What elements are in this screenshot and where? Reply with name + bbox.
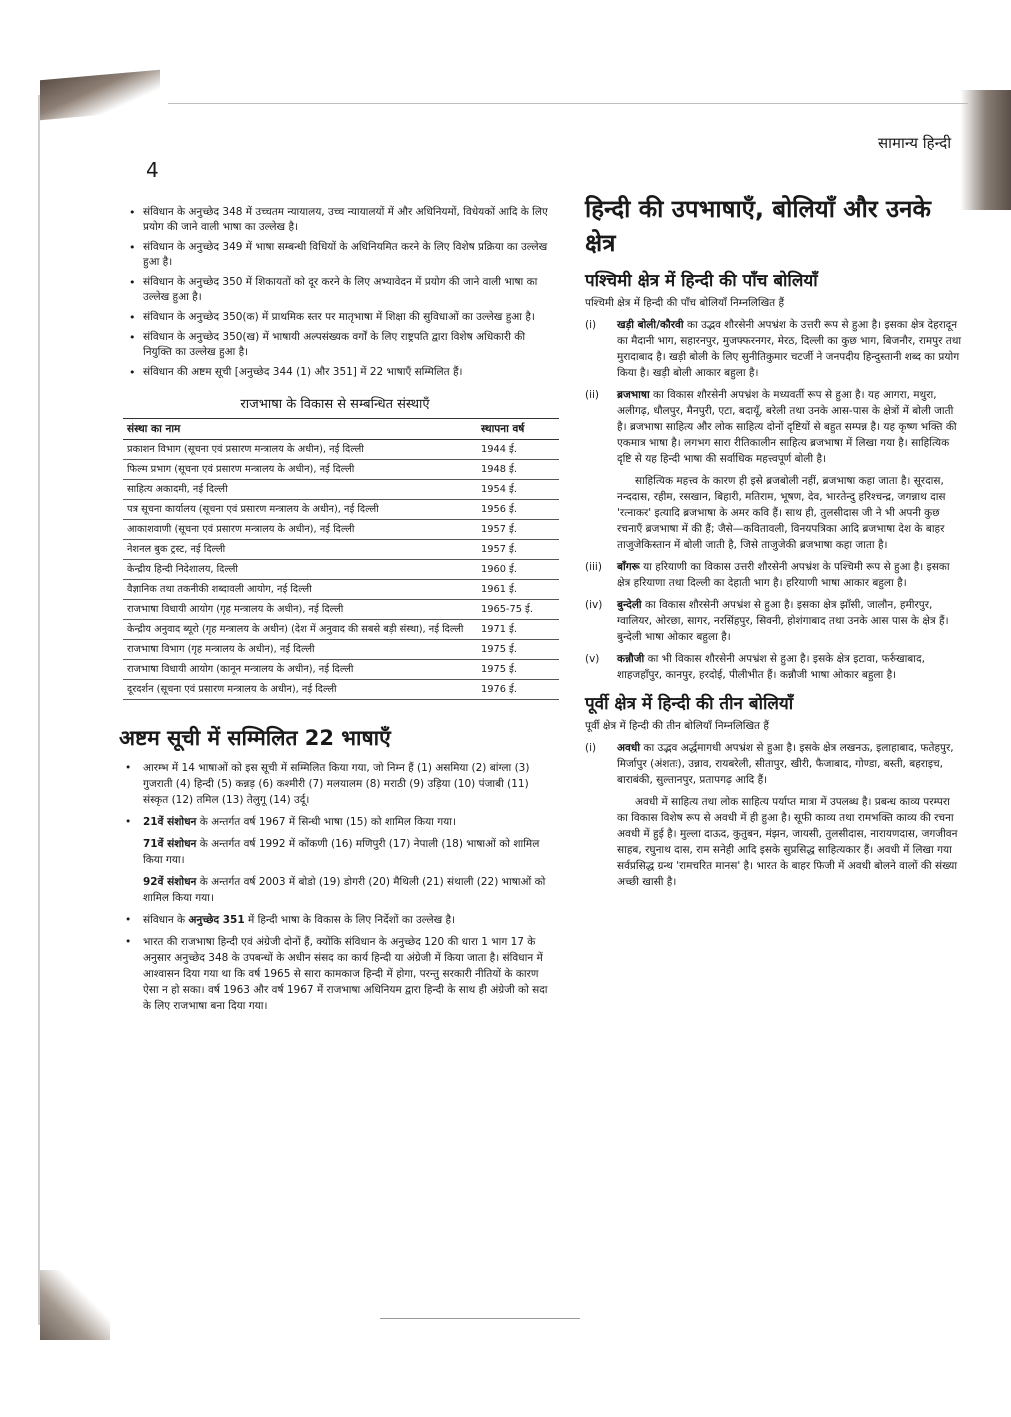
west-item-bangru: (iii) बाँगरू या हरियाणी का विकास उत्तरी शौरसेनी अपभ्रंश के पश्चिमी रूप से हुआ है। इसका क्षेत्र हरियाणा तथा दिल्ली का देहाती भाग है। हरियाणी भाषा आकार बहुला है। xyxy=(585,561,950,589)
table-row xyxy=(123,620,559,640)
table-row xyxy=(123,560,559,580)
page-edge xyxy=(38,95,40,1325)
institution-name: पत्र सूचना कार्यालय (सूचना एवं प्रसारण मन्त्रालय के अधीन), नई दिल्ली xyxy=(123,500,477,520)
list-item: • संविधान की अष्टम सूची [अनुच्छेद 344 (1) और 351] में 22 भाषाएँ सम्मिलित हैं। xyxy=(129,366,463,379)
list-item: • संविधान के अनुच्छेद 350(ख) में भाषायी अल्पसंख्यक वर्गों के लिए राष्ट्रपति द्वारा विशेष अधिकारी की नियुक्ति का उल्लेख हुआ है। xyxy=(129,331,526,358)
footer-rule xyxy=(380,1318,580,1319)
institution-name: साहित्य अकादमी, नई दिल्ली xyxy=(123,480,477,500)
section-title-22-languages: अष्टम सूची में सम्मिलित 22 भाषाएँ xyxy=(119,726,391,750)
institution-name: राजभाषा विभाग (गृह मन्त्रालय के अधीन), नई दिल्ली xyxy=(123,640,477,660)
brajbhasha-continuation: साहित्यिक महत्त्व के कारण ही इसे ब्रजबोली नहीं, ब्रजभाषा कहा जाता है। सूरदास, नन्ददास, रहीम, रसखान, बिहारी, मतिराम, भूषण, देव, भारतेन्दु हरिश्चन्द्र, जगन्नाथ दास 'रत्नाकर' इत्यादि ब्रजभाषा के अमर कवि हैं। साथ ही, तुलसीदास जी ने भी अपनी कुछ रचनाएँ ब्रजभाषा में की हैं; जैसे—कवितावली, विनयपत्रिका आदि ब्रजभाषा देश के बाहर ताजुजेकिस्तान में बोली जाती है, जिसे ताजुजेकी ब्रजभाषा कहा जाता है। xyxy=(617,475,946,551)
table-body xyxy=(123,440,559,700)
table-header-name: संस्था का नाम xyxy=(123,419,477,440)
established-year: 1954 ई. xyxy=(477,480,559,500)
scan-shadow-bottom-left xyxy=(40,1270,110,1340)
institution-name: फिल्म प्रभाग (सूचना एवं प्रसारण मन्त्रालय के अधीन), नई दिल्ली xyxy=(123,460,477,480)
west-item-khari-boli: (i) खड़ी बोली/कौरवी का उद्भव शौरसेनी अपभ्रंश के उत्तरी रूप से हुआ है। इसका क्षेत्र देहरादून का मैदानी भाग, सहारनपुर, मुजफ्फरनगर, मेरठ, दिल्ली का कुछ भाग, बिजनौर, रामपुर तथा मुरादाबाद है। खड़ी बोली के लिए सुनीतिकुमार चटर्जी ने जनपदीय हिन्दुस्तानी शब्द का प्रयोग किया है। खड़ी बोली आकार बहुला है। xyxy=(585,319,962,379)
table-row xyxy=(123,580,559,600)
established-year: 1957 ई. xyxy=(477,520,559,540)
table-row xyxy=(123,660,559,680)
list-item: • संविधान के अनुच्छेद 348 में उच्चतम न्यायालय, उच्च न्यायालयों में और अधिनियमों, विधेयकों आदि के लिए प्रयोग की जाने वाली भाषा का उल्लेख है। xyxy=(129,206,548,233)
established-year: 1960 ई. xyxy=(477,560,559,580)
list-item: • 21वें संशोधन के अन्तर्गत वर्ष 1967 में सिन्धी भाषा (15) को शामिल किया गया। xyxy=(125,816,456,828)
paragraph: 71वें संशोधन के अन्तर्गत वर्ष 1992 में कोंकणी (16) मणिपुरी (17) नेपाली (18) भाषाओं को शामिल किया गया। xyxy=(143,838,540,866)
institution-name: दूरदर्शन (सूचना एवं प्रसारण मन्त्रालय के अधीन), नई दिल्ली xyxy=(123,680,477,700)
institution-name: आकाशवाणी (सूचना एवं प्रसारण मन्त्रालय के अधीन), नई दिल्ली xyxy=(123,520,477,540)
table-row xyxy=(123,680,559,700)
table-row xyxy=(123,500,559,520)
list-item: • संविधान के अनुच्छेद 349 में भाषा सम्बन्धी विधियों के अधिनियमित करने के लिए विशेष प्रक्रिया का उल्लेख हुआ है। xyxy=(129,241,548,268)
west-item-kannauji: (v) कन्नौजी का भी विकास शौरसेनी अपभ्रंश से हुआ है। इसके क्षेत्र इटावा, फर्रुखाबाद, शाहजहाँपुर, कानपुर, हरदोई, पीलीभीत हैं। कन्नौजी भाषा ओकार बहुला है। xyxy=(585,653,925,681)
institution-name: केन्द्रीय अनुवाद ब्यूरो (गृह मन्त्रालय के अधीन) (देश में अनुवाद की सबसे बड़ी संस्था), नई दिल्ली xyxy=(123,620,477,640)
established-year: 1956 ई. xyxy=(477,500,559,520)
list-item: • आरम्भ में 14 भाषाओं को इस सूची में सम्मिलित किया गया, जो निम्न हैं (1) असमिया (2) बांग्ला (3) गुजराती (4) हिन्दी (5) कन्नड़ (6) कश्मीरी (7) मलयालम (8) मराठी (9) उड़िया (10) पंजाबी (11) संस्कृत (12) तमिल (13) तेलुगू (14) उर्दू। xyxy=(125,762,530,806)
west-item-brajbhasha: (ii) ब्रजभाषा का विकास शौरसेनी अपभ्रंश के मध्यवर्ती रूप से हुआ है। यह आगरा, मथुरा, अलीगढ़, धौलपुर, मैनपुरी, एटा, बदायूँ, बरेली तथा उनके आस-पास के क्षेत्रों में बोली जाती है। ब्रजभाषा साहित्य और लोक साहित्य दोनों दृष्टियों से बहुत सम्पन्न है। यह कृष्ण भक्ति की एकमात्र भाषा है। लगभग सारा रीतिकालीन साहित्य ब्रजभाषा में लिखा गया है। साहित्यिक दृष्टि से यह हिन्दी भाषा की सर्वाधिक महत्त्वपूर्ण बोली है। xyxy=(585,389,957,465)
institution-name: नेशनल बुक ट्रस्ट, नई दिल्ली xyxy=(123,540,477,560)
table-row xyxy=(123,640,559,660)
list-item: • संविधान के अनुच्छेद 350(क) में प्राथमिक स्तर पर मातृभाषा में शिक्षा की सुविधाओं का उल्लेख हुआ है। xyxy=(129,311,535,324)
left-column xyxy=(115,205,555,1020)
table-row xyxy=(123,480,559,500)
established-year: 1948 ई. xyxy=(477,460,559,480)
established-year: 1957 ई. xyxy=(477,540,559,560)
table-row xyxy=(123,520,559,540)
page-number: 4 xyxy=(146,158,159,182)
established-year: 1965-75 ई. xyxy=(477,600,559,620)
institution-name: प्रकाशन विभाग (सूचना एवं प्रसारण मन्त्रालय के अधीन), नई दिल्ली xyxy=(123,440,477,460)
east-intro: पूर्वी क्षेत्र में हिन्दी की तीन बोलियाँ निम्नलिखित हैं xyxy=(585,720,769,732)
list-item: • संविधान के अनुच्छेद 350 में शिकायतों को दूर करने के लिए अभ्यावेदन में प्रयोग की जाने वाली भाषा का उल्लेख हुआ है। xyxy=(129,276,538,303)
west-heading: पश्चिमी क्षेत्र में हिन्दी की पाँच बोलियाँ xyxy=(585,271,818,291)
established-year: 1975 ई. xyxy=(477,660,559,680)
table-row xyxy=(123,460,559,480)
paragraph: 92वें संशोधन के अन्तर्गत वर्ष 2003 में बोडो (19) डोगरी (20) मैथिली (21) संथाली (22) भाषाओं को शामिल किया गया। xyxy=(143,876,546,904)
scan-shadow-top-left xyxy=(40,70,160,120)
institution-name: वैज्ञानिक तथा तकनीकी शब्दावली आयोग, नई दिल्ली xyxy=(123,580,477,600)
scan-shadow-top-right xyxy=(955,90,1011,210)
established-year: 1971 ई. xyxy=(477,620,559,640)
table-row xyxy=(123,440,559,460)
table-row xyxy=(123,600,559,620)
institution-name: राजभाषा विधायी आयोग (गृह मन्त्रालय के अधीन), नई दिल्ली xyxy=(123,600,477,620)
table-title: राजभाषा के विकास से सम्बन्धित संस्थाएँ xyxy=(240,397,430,412)
table-row xyxy=(123,540,559,560)
running-head: सामान्य हिन्दी xyxy=(878,134,952,152)
table-header-year: स्थापना वर्ष xyxy=(477,419,559,440)
awadhi-continuation: अवधी में साहित्य तथा लोक साहित्य पर्याप्त मात्रा में उपलब्ध है। प्रबन्ध काव्य परम्परा का विकास विशेष रूप से अवधी में ही हुआ है। सूफी काव्य तथा रामभक्ति काव्य की रचना अवधी में हुई है। मुल्ला दाऊद, कुतुबन, मंझन, जायसी, तुलसीदास, नारायणदास, जगजीवन साहब, रघुनाथ दास, राम सनेही आदि इसके सुप्रसिद्ध साहित्यकार हैं। अवधी में लिखा गया सर्वप्रसिद्ध ग्रन्थ 'रामचरित मानस' है। भारत के बाहर फिजी में अवधी बोलने वालों की संख्या अच्छी खासी है। xyxy=(617,796,958,888)
institution-name: राजभाषा विधायी आयोग (कानून मन्त्रालय के अधीन), नई दिल्ली xyxy=(123,660,477,680)
list-item: • संविधान के अनुच्छेद 351 में हिन्दी भाषा के विकास के लिए निर्देशों का उल्लेख है। xyxy=(125,914,456,926)
established-year: 1975 ई. xyxy=(477,640,559,660)
institutions-table xyxy=(123,418,559,700)
right-column xyxy=(585,192,963,896)
east-heading: पूर्वी क्षेत्र में हिन्दी की तीन बोलियाँ xyxy=(585,694,794,714)
west-intro: पश्चिमी क्षेत्र में हिन्दी की पाँच बोलियाँ निम्नलिखित हैं xyxy=(585,297,785,309)
header-rule xyxy=(168,103,968,104)
established-year: 1944 ई. xyxy=(477,440,559,460)
established-year: 1976 ई. xyxy=(477,680,559,700)
institution-name: केन्द्रीय हिन्दी निदेशालय, दिल्ली xyxy=(123,560,477,580)
constitution-bullets xyxy=(115,205,555,380)
east-item-awadhi: (i) अवधी का उद्भव अर्द्धमागधी अपभ्रंश से हुआ है। इसके क्षेत्र लखनऊ, इलाहाबाद, फतेहपुर, मिर्जापुर (अंशतः), उन्नाव, रायबरेली, सीतापुर, खीरी, फैजाबाद, गोण्डा, बस्ती, बहराइच, बाराबंकी, सुल्तानपुर, प्रतापगढ़ आदि हैं। xyxy=(585,742,954,786)
west-item-bundeli: (iv) बुन्देली का विकास शौरसेनी अपभ्रंश से हुआ है। इसका क्षेत्र झाँसी, जालौन, हमीरपुर, ग्वालियर, ओरछा, सागर, नरसिंहपुर, सिवनी, होशंगाबाद तथा उनके आस पास के क्षेत्र हैं। बुन्देली भाषा ओकार बहुला है। xyxy=(585,599,949,643)
main-title: हिन्दी की उपभाषाएँ, बोलियाँ और उनके क्षेत्र xyxy=(585,195,931,257)
list-item: • भारत की राजभाषा हिन्दी एवं अंग्रेजी दोनों हैं, क्योंकि संविधान के अनुच्छेद 120 की धारा 1 भाग 17 के अनुसार अनुच्छेद 348 के उपबन्धों के अधीन संसद का कार्य हिन्दी या अंग्रेजी में किया जाता है। संविधान में आश्वासन दिया गया था कि वर्ष 1965 से सारा कामकाज हिन्दी में होगा, परन्तु सरकारी नीतियों के कारण ऐसा न हो सका। वर्ष 1963 और वर्ष 1967 में राजभाषा अधिनियम द्वारा हिन्दी के साथ ही अंग्रेजी को सदा के लिए राजभाषा बना दिया गया। xyxy=(125,936,548,1012)
established-year: 1961 ई. xyxy=(477,580,559,600)
